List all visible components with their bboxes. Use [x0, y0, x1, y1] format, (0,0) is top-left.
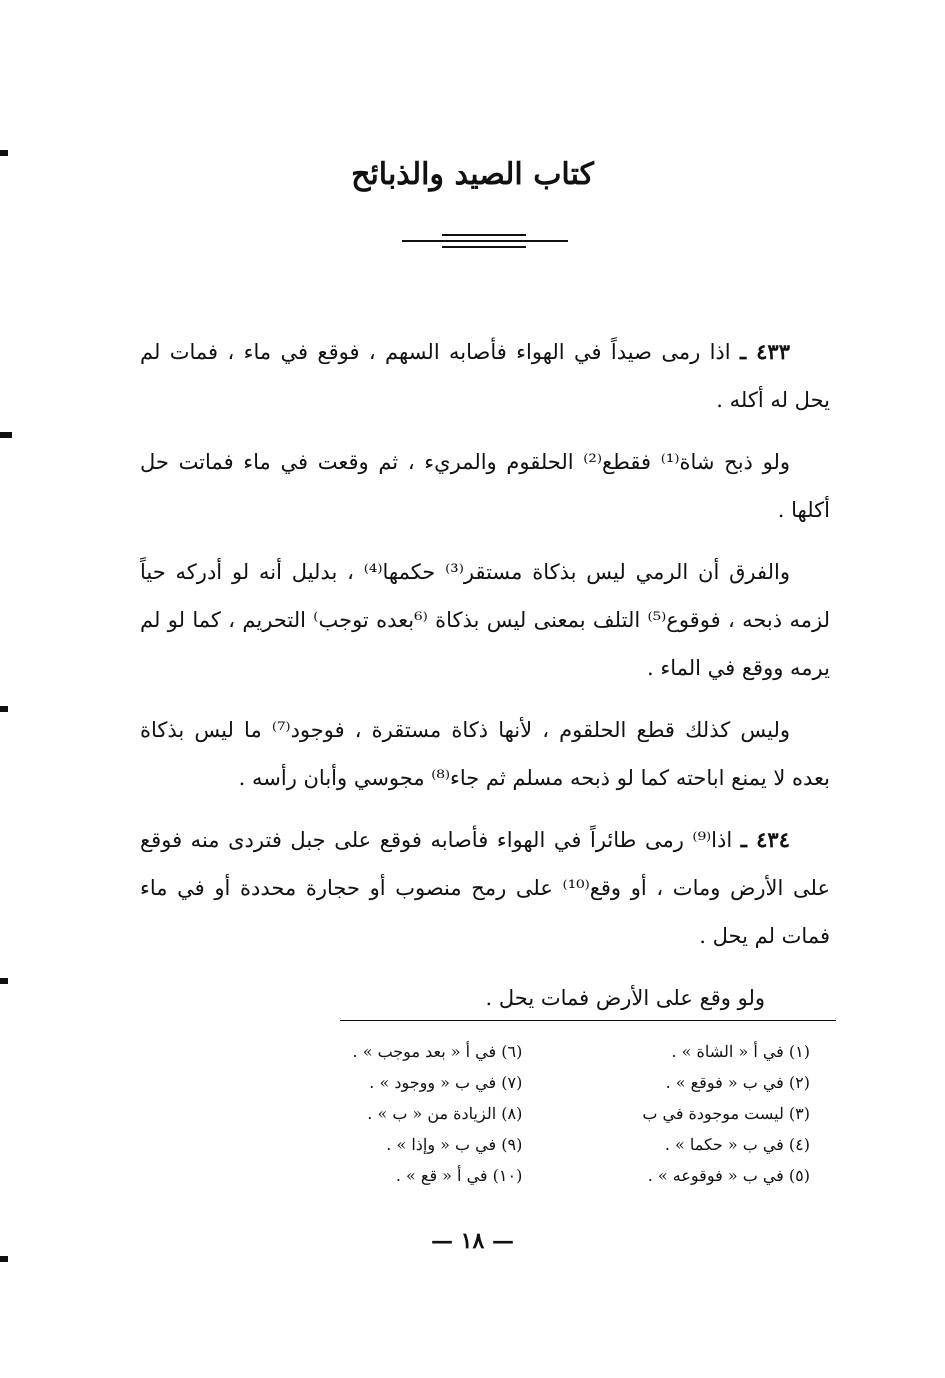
scan-edge-mark [0, 978, 8, 984]
paragraph [140, 974, 830, 1022]
paragraph-number: ٤٣٤ ـ [740, 827, 790, 852]
paragraph [140, 706, 830, 802]
scan-edge-mark [0, 706, 8, 712]
footnote-divider [340, 1020, 836, 1021]
footnotes [240, 1036, 810, 1191]
title-ornament [402, 232, 568, 256]
footnote: (٤) في ب « حكما » . [664, 1135, 810, 1154]
scan-edge-mark [0, 1256, 8, 1262]
paragraph-text: اذا رمى صيداً في الهواء فأصابه السهم ، فوقع في ماء ، فمات لم يحل له أكله . [140, 340, 830, 412]
footnote: (٦) في أ « بعد موجب » . [352, 1042, 523, 1061]
paragraph-text: والفرق أن الرمي ليس بذكاة مستقر⁽³⁾ حكمها⁽⁴⁾ ، بدليل أنه لو أدركه حياً لزمه ذبحه ، فوقوع⁽⁵⁾ التلف بمعنى ليس بذكاة ⁽⁶بعده توجب⁾ التحريم ، كما لو لم يرمه ووقع في الماء . [140, 560, 830, 680]
paragraph-433 [140, 328, 830, 424]
page-number: — ١٨ — [431, 1228, 514, 1254]
paragraph-number: ٤٣٣ ـ [739, 339, 790, 364]
footnote: (١٠) في أ « قع » . [395, 1166, 523, 1185]
paragraph-434 [140, 816, 830, 960]
footnote: (٣) ليست موجودة في ب [642, 1104, 810, 1123]
paragraph [140, 438, 830, 534]
scan-edge-mark [0, 432, 12, 438]
paragraph-text: اذا⁽⁹⁾ رمى طائراً في الهواء فأصابه فوقع على جبل فتردى منه فوقع على الأرض ومات ، أو وقع⁽¹⁰⁾ على رمح منصوب أو حجارة محددة أو في ماء فمات لم يحل . [140, 828, 831, 948]
footnote: (٧) في ب « ووجود » . [369, 1073, 523, 1092]
paragraph-text: ولو وقع على الأرض فمات يحل . [485, 986, 765, 1010]
paragraph [140, 548, 830, 692]
footnotes-left-column [353, 1036, 523, 1191]
paragraph-text: وليس كذلك قطع الحلقوم ، لأنها ذكاة مستقرة ، فوجود⁽⁷⁾ ما ليس بذكاة بعده لا يمنع اباحته كما لو ذبحه مسلم ثم جاء⁽⁸⁾ مجوسي وأبان رأسه . [140, 718, 830, 790]
body-text [140, 328, 830, 1036]
footnote: (٩) في ب « وإذا » . [386, 1135, 523, 1154]
chapter-title: كتاب الصيد والذبائح [351, 157, 594, 192]
footnote: (٨) الزيادة من « ب » . [367, 1104, 523, 1123]
footnote: (٢) في ب « فوقع » . [665, 1073, 810, 1092]
footnote: (١) في أ « الشاة » . [671, 1042, 810, 1061]
footnote: (٥) في ب « فوقوعه » . [647, 1166, 810, 1185]
footnotes-right-column [642, 1036, 810, 1191]
paragraph-text: ولو ذبح شاة⁽¹⁾ فقطع⁽²⁾ الحلقوم والمريء ، ثم وقعت في ماء فماتت حل أكلها . [140, 450, 830, 522]
